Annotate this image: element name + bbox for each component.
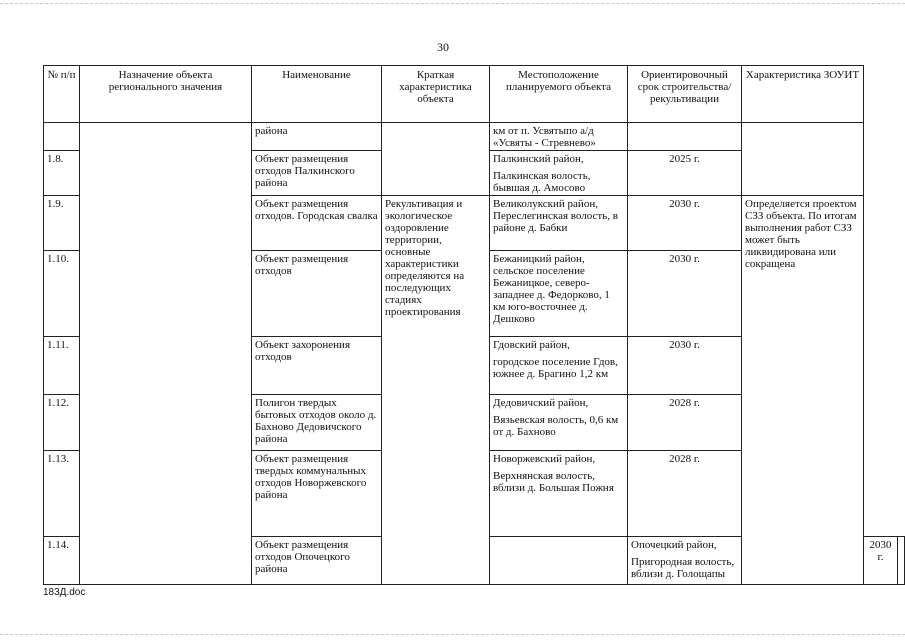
row-name: Объект размещения отходов Палкинского района	[252, 151, 382, 196]
page-number: 30	[437, 40, 449, 54]
header-brief: Краткая характеристика объекта	[382, 66, 490, 123]
row-location: Палкинский район, Палкинская волость, бывшая д. Амосово	[490, 151, 628, 196]
header-purpose: Назначение объекта регионального значения	[80, 66, 252, 123]
row-term: 2030 г.	[628, 196, 742, 251]
row-location: Бежаницкий район, сельское поселение Бежаницкое, северо-западнее д. Федорково, 1 км юго-восточнее д. Дешково	[490, 251, 628, 337]
row-term: 2028 г.	[628, 395, 742, 451]
row-name: Объект размещения отходов. Городская свалка	[252, 196, 382, 251]
row-term: 2030 г.	[628, 251, 742, 337]
row-location: Дедовичский район, Вязьевская волость, 0,6 км от д. Бахново	[490, 395, 628, 451]
row-term: 2028 г.	[628, 451, 742, 537]
row-num: 1.10.	[44, 251, 80, 337]
row-name: Полигон твердых бытовых отходов около д. Бахново Дедовичского района	[252, 395, 382, 451]
row-term: 2030 г.	[864, 537, 898, 585]
row-location: Опочецкий район, Пригородная волость, вблизи д. Голощапы	[628, 537, 742, 585]
zouit-cell-bottom	[898, 537, 905, 585]
zouit-cell-top	[742, 123, 864, 196]
header-zouit: Характеристика ЗОУИТ	[742, 66, 864, 123]
row-num: 1.12.	[44, 395, 80, 451]
row-term: 2030 г.	[628, 337, 742, 395]
header-num: № п/п	[44, 66, 80, 123]
row-num: 1.9.	[44, 196, 80, 251]
row-location: Великолукский район, Переслегинская волость, в районе д. Бабки	[490, 196, 628, 251]
row-name: Объект размещения отходов	[252, 251, 382, 337]
zouit-shared-cell: Определяется проектом СЗЗ объекта. По итогам выполнения работ СЗЗ может быть ликвидирована или сокращена	[742, 196, 864, 585]
scan-edge-top	[0, 3, 905, 4]
table-header-row	[44, 66, 905, 123]
row-term	[628, 123, 742, 151]
row-num: 1.13.	[44, 451, 80, 537]
brief-cell-top	[382, 123, 490, 196]
brief-shared-cell: Рекультивация и экологическое оздоровление территории, основные характеристики определяются на последующих стадиях проектирования	[382, 196, 490, 585]
row-location: Гдовский район, городское поселение Гдов, южнее д. Брагино 1,2 км	[490, 337, 628, 395]
footer-file-name: 183Д.doc	[43, 587, 86, 598]
row-location: Новоржевский район, Верхнянская волость, вблизи д. Большая Пожня	[490, 451, 628, 537]
scan-edge-bottom	[0, 634, 905, 635]
row-name: района	[252, 123, 382, 151]
header-location: Местоположение планируемого объекта	[490, 66, 628, 123]
row-num: 1.8.	[44, 151, 80, 196]
table-row	[44, 123, 905, 151]
row-name: Объект размещения твердых коммунальных отходов Новоржевского района	[252, 451, 382, 537]
row-name: Объект размещения отходов Опочецкого района	[252, 537, 382, 585]
row-num: 1.11.	[44, 337, 80, 395]
row-name: Объект захоронения отходов	[252, 337, 382, 395]
brief-cell-bottom	[490, 537, 628, 585]
purpose-cell	[80, 123, 252, 585]
row-num	[44, 123, 80, 151]
header-name: Наименование	[252, 66, 382, 123]
row-term: 2025 г.	[628, 151, 742, 196]
header-term: Ориентировочный срок строительства/ рекультивации	[628, 66, 742, 123]
row-location: км от п. Усвятыпо а/д «Усвяты - Стревнево»	[490, 123, 628, 151]
row-num: 1.14.	[44, 537, 80, 585]
objects-table	[43, 65, 905, 585]
